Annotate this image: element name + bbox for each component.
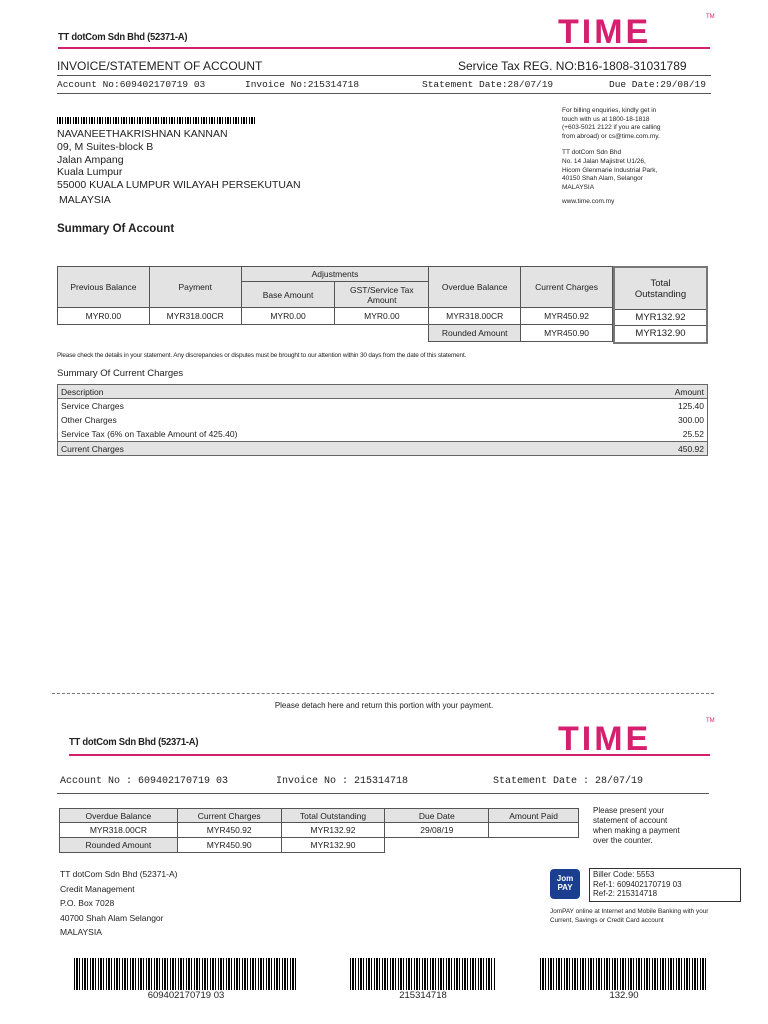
slip-header-total: Total Outstanding — [281, 809, 385, 823]
value-total-outstanding: MYR132.92 — [615, 310, 706, 326]
address-country: MALAYSIA — [59, 193, 111, 206]
slip-company-name: TT dotCom Sdn Bhd (52371-A) — [69, 736, 199, 748]
value-overdue-balance: MYR318.00CR — [429, 308, 521, 325]
billing-contact: For billing enquiries, kindly get in touch with us at 1800-18-1818 (+603-5021 2122 if you are calling from abroad) or cs@time.com.my. TT dotCom Sdn Bhd No. 14 Jalan Majistret U1/26, Hicom Glenmarie Industrial Park, 40150 Shah Alam, Selangor MALAYSIA www.time.com.my — [562, 107, 722, 207]
table-row: Service Charges 125.40 — [61, 401, 704, 411]
total-outstanding-box — [613, 266, 708, 344]
detach-line — [52, 693, 714, 694]
address-line: 09, M Suites-block B — [57, 140, 154, 153]
document-title: INVOICE/STATEMENT OF ACCOUNT — [57, 59, 263, 73]
invoice-barcode — [350, 958, 496, 990]
charges-total-row: Current Charges 450.92 — [58, 441, 707, 455]
jompay-note: JomPAY online at Internet and Mobile Banking with your Current, Savings or Credit Card account — [550, 908, 709, 924]
slip-value-total: MYR132.92 — [281, 823, 385, 838]
summary-title: Summary Of Account — [57, 223, 175, 235]
slip-header-amount-paid: Amount Paid — [489, 809, 579, 823]
value-base-amount: MYR0.00 — [241, 308, 335, 325]
address-line: Kuala Lumpur — [57, 166, 123, 179]
table-row: Other Charges 300.00 — [61, 415, 704, 425]
slip-header-overdue: Overdue Balance — [60, 809, 178, 823]
account-number: Account No:609402170719 03 — [57, 79, 206, 90]
invoice-barcode-label: 215314718 — [399, 990, 447, 1001]
slip-logo-text: TIME — [558, 720, 652, 758]
company-name: TT dotCom Sdn Bhd (52371-A) — [58, 31, 188, 43]
customer-address — [57, 128, 301, 207]
logo-text: TIME — [558, 13, 652, 51]
statement-date: Statement Date:28/07/19 — [422, 79, 554, 90]
amount-barcode — [540, 958, 708, 990]
jompay-logo: Jom PAY — [550, 869, 580, 899]
customer-name: NAVANEETHAKRISHNAN KANNAN — [57, 128, 228, 140]
slip-rounded-label: Rounded Amount — [60, 838, 178, 853]
slip-statement-date: Statement Date : 28/07/19 — [493, 776, 644, 787]
present-statement-note: Please present your statement of account when making a payment over the counter. — [593, 806, 680, 845]
address-barcode — [57, 117, 257, 124]
account-barcode — [74, 958, 298, 990]
address-line: Jalan Ampang — [57, 153, 124, 166]
header-base-amount: Base Amount — [241, 282, 335, 308]
biller-code: Biller Code: 5553 — [593, 870, 655, 879]
header-gst-amount: GST/Service Tax Amount — [335, 282, 429, 308]
value-current-charges: MYR450.92 — [521, 308, 613, 325]
charges-header-row — [58, 385, 707, 399]
service-tax-reg: Service Tax REG. NO:B16-1808-31031789 — [458, 59, 687, 73]
table-row: Service Tax (6% on Taxable Amount of 425.40) 25.52 — [61, 429, 704, 439]
header-total-outstanding: Total Outstanding — [615, 268, 706, 310]
amount-barcode-label: 132.90 — [609, 990, 639, 1001]
header-current-charges: Current Charges — [521, 267, 613, 308]
slip-rounded-total: MYR132.90 — [281, 838, 385, 853]
invoice-number: Invoice No:215314718 — [245, 79, 360, 90]
slip-value-overdue: MYR318.00CR — [60, 823, 178, 838]
amount-paid-field — [489, 823, 579, 838]
current-charges-table — [57, 384, 708, 456]
slip-invoice-number: Invoice No : 215314718 — [276, 776, 409, 787]
slip-rounded-current: MYR450.90 — [177, 838, 281, 853]
slip-header-due-date: Due Date — [385, 809, 489, 823]
slip-account-number: Account No : 609402170719 03 — [60, 776, 229, 787]
header-payment: Payment — [149, 267, 241, 308]
value-payment: MYR318.00CR — [149, 308, 241, 325]
value-gst-amount: MYR0.00 — [335, 308, 429, 325]
slip-value-current: MYR450.92 — [177, 823, 281, 838]
header-amount: Amount — [674, 387, 704, 397]
return-address: TT dotCom Sdn Bhd (52371-A) Credit Management P.O. Box 7028 40700 Shah Alam Selangor MALAYSIA — [60, 869, 178, 937]
ref-1: Ref-1: 609402170719 03 — [593, 879, 682, 889]
slip-value-due-date: 29/08/19 — [385, 823, 489, 838]
slip-table — [59, 808, 579, 853]
website-link: www.time.com.my — [562, 198, 615, 206]
rounded-amount-label: Rounded Amount — [429, 325, 521, 342]
header-description: Description — [61, 387, 104, 397]
detach-instruction: Please detach here and return this portion with your payment. — [274, 701, 494, 710]
jompay-details-box — [589, 868, 741, 902]
due-date: Due Date:29/08/19 — [609, 79, 706, 90]
account-barcode-label: 609402170719 03 — [147, 990, 225, 1001]
ref-2: Ref-2: 215314718 — [593, 889, 658, 898]
summary-table — [57, 266, 613, 342]
value-previous-balance: MYR0.00 — [58, 308, 150, 325]
trademark: TM — [706, 14, 715, 20]
rounded-current-charges: MYR450.90 — [521, 325, 613, 342]
address-line: 55000 KUALA LUMPUR WILAYAH PERSEKUTUAN — [57, 179, 301, 192]
header-adjustments: Adjustments — [241, 267, 429, 282]
discrepancy-notice: Please check the details in your statement. Any discrepancies or disputes must be brought to our attention within 30 days from the date of this statement. — [57, 352, 467, 359]
slip-header-current: Current Charges — [177, 809, 281, 823]
current-charges-title: Summary Of Current Charges — [57, 368, 184, 379]
header-overdue-balance: Overdue Balance — [429, 267, 521, 308]
rounded-total-outstanding: MYR132.90 — [635, 328, 686, 339]
header-previous-balance: Previous Balance — [58, 267, 150, 308]
